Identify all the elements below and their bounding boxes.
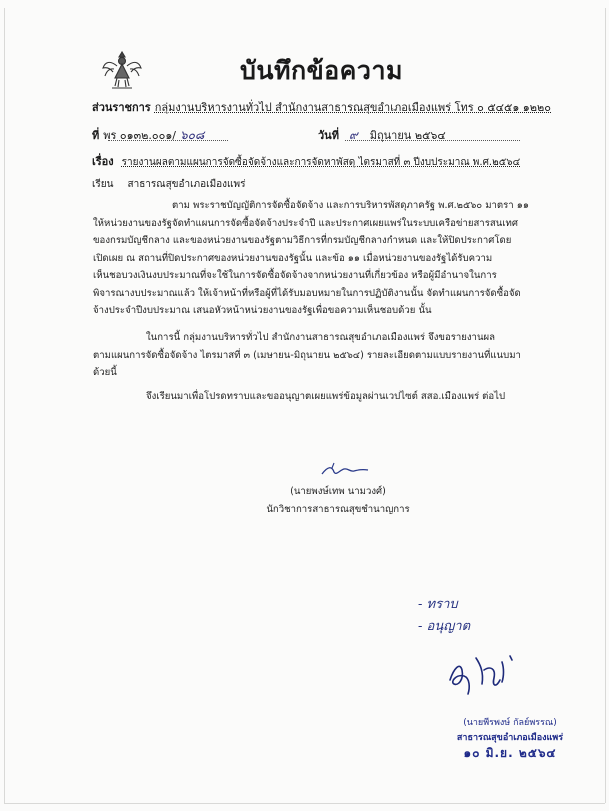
paragraph-line: ของกรมบัญชีกลาง และของหน่วยงานของรัฐตามวิธีการที่กรมบัญชีกลางกำหนด และให้ปิดประกาศโดย	[93, 235, 512, 246]
agency-field	[92, 98, 551, 116]
approver-signature	[440, 650, 530, 700]
approver-name: (นายพีรพงษ์ กัลย์พรรณ)	[463, 718, 557, 728]
date-field	[318, 126, 446, 145]
body-paragraph-2	[93, 329, 521, 382]
approval-note	[418, 594, 470, 638]
signer-signature	[320, 460, 370, 480]
paragraph-line: ตามแผนการจัดซื้อจัดจ้าง ไตรมาสที่ ๓ (เมษายน-มิถุนายน ๒๕๖๔) รายละเอียดตามแบบรายงานที่แนบมา	[93, 349, 521, 361]
reference-number-handwritten: ๖๐๘	[180, 128, 205, 142]
approval-note-line-2: - อนุญาต	[418, 619, 471, 634]
paragraph-line: ให้หน่วยงานของรัฐจัดทำแผนการจัดซื้อจัดจ้างประจำปี และประกาศเผยแพร่ในระบบเครือข่ายสารสนเทศ	[93, 217, 518, 229]
approver-stamp	[440, 716, 580, 761]
paragraph-line: เปิดเผย ณ สถานที่ปิดประกาศของหน่วยงานของรัฐนั้น และข้อ ๑๑ เมื่อหน่วยงานของรัฐได้รับความ	[93, 252, 493, 264]
date-label: วันที่	[318, 129, 339, 142]
date-dotline	[345, 140, 520, 141]
approver-position: สาธารณสุขอำเภอเมืองแพร่	[456, 733, 564, 743]
reference-field	[92, 126, 204, 145]
memo-title: บันทึกข้อความ	[240, 56, 403, 85]
signer-name: (นายพงษ์เทพ นามวงศ์)	[290, 486, 386, 497]
paragraph-line: ตาม พระราชบัญญัติการจัดซื้อจัดจ้าง และการบริหารพัสดุภาครัฐ พ.ศ.๒๕๖๐ มาตรา ๑๑	[172, 200, 529, 211]
paragraph-line: เห็นชอบวงเงินงบประมาณที่จะใช้ในการจัดซื้อจัดจ้างจากหน่วยงานที่เกี่ยวข้อง หรือผู้มีอำนาจในการ	[93, 270, 497, 281]
body-paragraph-1	[93, 197, 529, 320]
approval-date: ๑๐ มิ.ย. ๒๕๖๔	[463, 746, 557, 760]
date-day-handwritten: ๙	[348, 128, 358, 142]
signer-position: นักวิชาการสาธารณสุขชำนาญการ	[266, 504, 410, 515]
salutation-field	[92, 177, 245, 192]
subject-field	[92, 152, 520, 170]
page-edge-left	[4, 8, 5, 803]
reference-label: ที่	[92, 129, 100, 142]
page-edge-bottom	[4, 803, 605, 804]
approval-note-line-1: - ทราบ	[418, 597, 458, 612]
date-value: มิถุนายน ๒๕๖๔	[369, 129, 446, 142]
paragraph-line: ด้วยนี้	[93, 367, 117, 378]
agency-label: ส่วนราชการ	[92, 101, 151, 114]
reference-dotline	[108, 140, 228, 141]
paragraph-line: พิจารณางบประมาณแล้ว ให้เจ้าหน้าที่หรือผู้ที่ได้รับมอบหมายในการปฏิบัติงานนั้น จัดทำแผนการจัดซื้อจัด	[93, 287, 521, 299]
signer-block	[258, 483, 418, 519]
agency-value: กลุ่มงานบริหารงานทั่วไป สำนักงานสาธารณสุขอำเภอเมืองแพร่ โทร ๐ ๕๔๕๑ ๑๒๒๐	[154, 101, 551, 114]
reference-value: พร ๐๑๓๒.๐๐๑/	[103, 129, 177, 142]
paragraph-line: ในการนี้ กลุ่มงานบริหารทั่วไป สำนักงานสาธารณสุขอำเภอเมืองแพร่ จึงขอรายงานผล	[146, 332, 496, 343]
paragraph-line: จึงเรียนมาเพื่อโปรดทราบและขออนุญาตเผยแพร่ข้อมูลผ่านเวปไซต์ สสอ.เมืองแพร่ ต่อไป	[146, 391, 506, 402]
salutation-label: เรียน	[92, 179, 114, 190]
garuda-emblem-icon	[100, 48, 144, 92]
paragraph-line: จ้างประจำปีงบประมาณ เสนอหัวหน้าหน่วยงานของรัฐเพื่อขอความเห็นชอบด้วย นั้น	[93, 305, 432, 316]
subject-label: เรื่อง	[92, 155, 114, 168]
body-paragraph-3	[146, 388, 505, 406]
page-edge-right	[605, 8, 606, 803]
salutation-value: สาธารณสุขอำเภอเมืองแพร่	[127, 179, 246, 190]
subject-value: รายงานผลตามแผนการจัดซื้อจัดจ้างและการจัดหาพัสดุ ไตรมาสที่ ๓ ปีงบประมาณ พ.ศ.๒๕๖๔	[121, 157, 521, 168]
